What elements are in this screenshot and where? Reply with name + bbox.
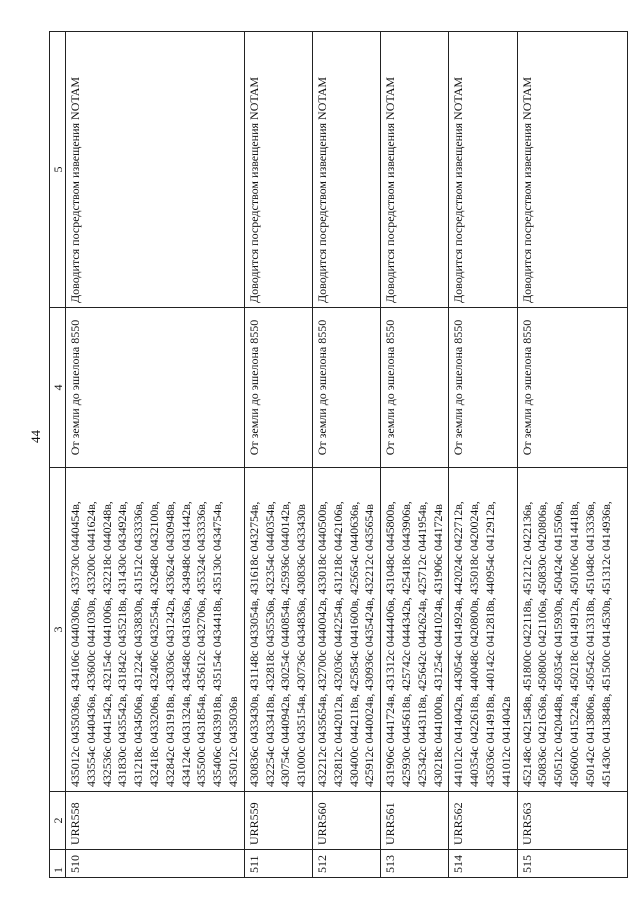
row-number: 512 <box>312 850 380 878</box>
table-row <box>312 32 380 878</box>
zone-coordinates: 441012с 0414042в, 443054с 0414924в, 442024с 0422712в, 440354с 0422618в, 440048с 0420800в, 435018с 0420024в, 435036с 0414918в, 440142с 0412818в, 440954с 0412912в, 441012с 0414042в <box>449 468 517 792</box>
vertical-limits: От земли до эшелона 8550 <box>66 308 245 468</box>
zone-coordinates: 430836с 0433430в, 431148с 0433054в, 431618с 0432754в, 432254с 0433418в, 432818с 0435536в, 432354с 0440354в, 430754с 0440942в, 430254с 0440854в, 425936с 0440142в, 431000с 0435154в, 430736с 0434836в, 430836с 0433430в <box>244 468 312 792</box>
header-col-3: 3 <box>50 468 66 792</box>
header-col-2: 2 <box>50 792 66 850</box>
notes: Доводится посредством извещения NOTAM <box>449 32 517 308</box>
vertical-limits: От земли до эшелона 8550 <box>381 308 449 468</box>
header-col-5: 5 <box>50 32 66 308</box>
zone-coordinates: 452148с 0421548в, 451800с 0422118в, 451212с 0422136в, 450836с 0421636в, 450800с 0421106в, 450830с 0420806в, 450512с 0420448в, 450354с 0415930в, 450424с 0415506в, 450600с 0415224в, 450218с 0414912в, 450106с 0414418в, 450142с 0413806в, 450542с 0413318в, 451048с 0413336в, 451430с 0413848в, 451500с 0414530в, 451312с 0414936в, <box>517 468 627 792</box>
zone-code: URR560 <box>312 792 380 850</box>
row-number: 514 <box>449 850 517 878</box>
table-row <box>244 32 312 878</box>
table-row <box>449 32 517 878</box>
rotated-page <box>49 32 613 878</box>
notes: Доводится посредством извещения NOTAM <box>312 32 380 308</box>
zone-code: URR559 <box>244 792 312 850</box>
table-row <box>381 32 449 878</box>
table-row <box>66 32 245 878</box>
vertical-limits: От земли до эшелона 8550 <box>517 308 627 468</box>
page-number: 44 <box>28 430 43 443</box>
zone-coordinates: 432212с 0435654в, 432700с 0440042в, 433018с 0440500в, 432812с 0442012в, 432036с 0442254в, 431218с 0442106в, 430400с 0442118в, 425854с 0441600в, 425654с 0440636в, 425912с 0440024в, 430936с 0435424в, 432212с 0435654в <box>312 468 380 792</box>
vertical-limits: От земли до эшелона 8550 <box>449 308 517 468</box>
table-row <box>517 32 627 878</box>
zone-code: URR558 <box>66 792 245 850</box>
airspace-table <box>49 31 628 878</box>
header-col-1: 1 <box>50 850 66 878</box>
vertical-limits: От земли до эшелона 8550 <box>244 308 312 468</box>
zone-coordinates: 435012с 0435036в, 434106с 0440306в, 433730с 0440454в, 433554с 0440436в, 433600с 0441030в, 433200с 0441624в, 432536с 0441542в, 432154с 0441006в, 432218с 0440248в, 431830с 0435542в, 431842с 0435218в, 431430с 0434924в, 431218с 0434506в, 431224с 0433830в, 431512с 0433336в, 432418с 0433206в, 432406с 0432554в, 432648с 0432100в, 432842с 0431918в, 433036с 0431242в, 433624с 0430948в, 434124с 0431324в, 434548с 0431636в, 434948с 0431442в, 435500с 0431854в, 435612с 0432706в, 435324с 0433336в, 435406с 0433918в, 435154с 0434418в, 435130с 0434754в, 435012с 0435036в <box>66 468 245 792</box>
zone-code: URR563 <box>517 792 627 850</box>
row-number: 515 <box>517 850 627 878</box>
row-number: 513 <box>381 850 449 878</box>
header-col-4: 4 <box>50 308 66 468</box>
notes: Доводится посредством извещения NOTAM <box>244 32 312 308</box>
zone-code: URR561 <box>381 792 449 850</box>
notes: Доводится посредством извещения NOTAM <box>381 32 449 308</box>
zone-coordinates: 431906с 0441724в, 431312с 0444406в, 431048с 0445800в, 425930с 0445618в, 425742с 0444342в, 425418с 0443906в, 425342с 0443118в, 425642с 0442624в, 425712с 0441954в, 430218с 0441000в, 431254с 0441024в, 431906с 0441724в <box>381 468 449 792</box>
vertical-limits: От земли до эшелона 8550 <box>312 308 380 468</box>
notes: Доводится посредством извещения NOTAM <box>517 32 627 308</box>
notes: Доводится посредством извещения NOTAM <box>66 32 245 308</box>
header-row <box>50 32 66 878</box>
zone-code: URR562 <box>449 792 517 850</box>
row-number: 510 <box>66 850 245 878</box>
row-number: 511 <box>244 850 312 878</box>
